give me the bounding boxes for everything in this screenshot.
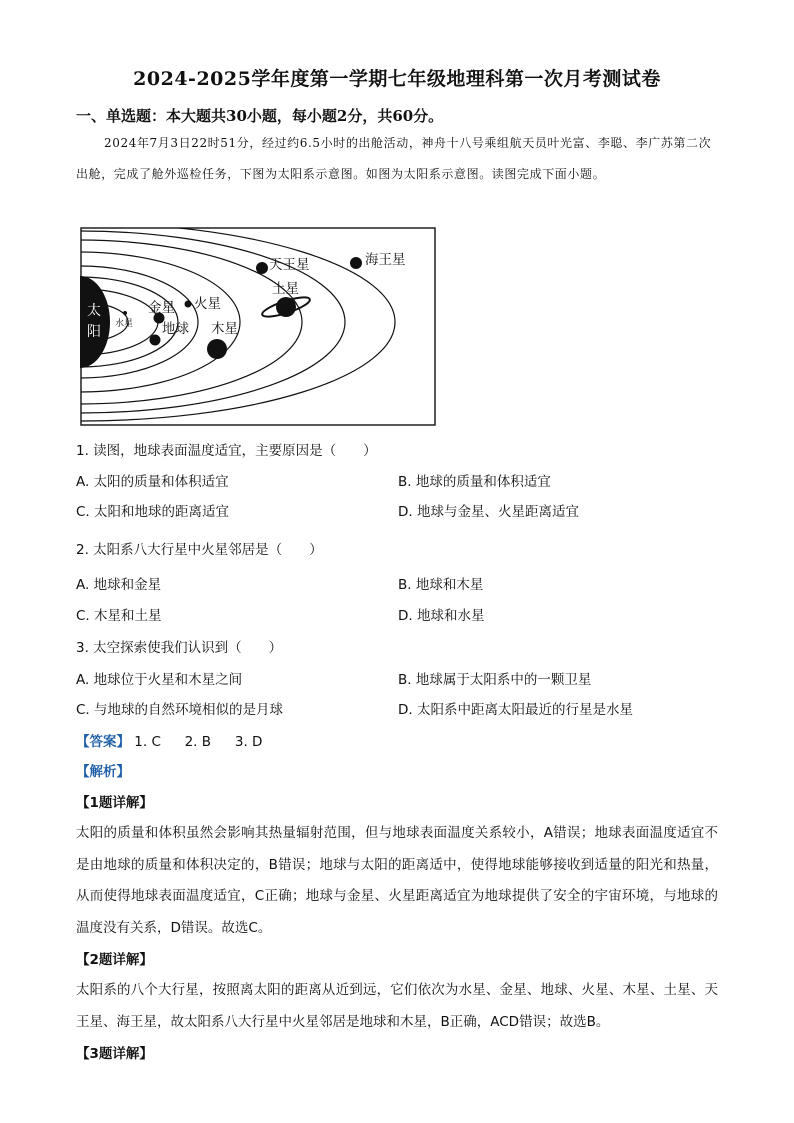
detail-heading: 【2题详解】 — [76, 952, 153, 968]
option-c: C. 与地球的自然环境相似的是月球 — [76, 702, 284, 718]
mars-dot — [185, 301, 192, 308]
sun-label: 阳 — [87, 324, 101, 340]
saturn-label: 土星 — [272, 281, 299, 297]
option-c: C. 太阳和地球的距离适宜 — [76, 504, 230, 520]
uranus-dot — [256, 262, 268, 274]
question-stem: 3. 太空探索使我们认识到（ ） — [76, 640, 283, 656]
jupiter-label: 木星 — [211, 321, 238, 337]
option-d: D. 太阳系中距离太阳最近的行星是水星 — [398, 702, 633, 718]
option-b: B. 地球属于太阳系中的一颗卫星 — [398, 672, 592, 688]
answer-item: 3. D — [234, 734, 263, 750]
section-heading: 一、单选题：本大题共30小题，每小题2分，共60分。 — [76, 107, 444, 125]
detail-text: 太阳的质量和体积虽然会影响其热量辐射范围，但与地球表面温度关系较小，A错误；地球表面温度适宜不是由地球的质量和体积决定的，B错误；地球与太阳的距离适中，使得地球能够接收到适量的阳光和热量，从而使得地球表面温度适宜，C正确；地球与金星、火星距离适宜为地球提供了安全的宇宙环境，与地球的温度没有关系，D错误。故选C。 — [76, 825, 718, 936]
page-title: 2024-2025学年度第一学期七年级地理科第一次月考测试卷 — [133, 68, 661, 90]
solar-system-figure — [80, 227, 438, 428]
neptune-dot — [350, 257, 362, 269]
earth-dot — [150, 335, 161, 346]
answer-item: 2. B — [184, 734, 212, 750]
answer-line — [76, 730, 262, 750]
mercury-dot — [123, 311, 127, 315]
detail-text: 太阳系的八个大行星，按照离太阳的距离从近到远，它们依次为水星、金星、地球、火星、木星、土星、天王星、海王星，故太阳系八大行星中火星邻居是地球和木星，B正确，ACD错误；故选B。 — [76, 982, 718, 1030]
answer-tag: 【答案】 — [76, 734, 130, 750]
option-a: A. 地球和金星 — [76, 577, 162, 593]
venus-label: 金星 — [148, 300, 175, 316]
option-b: B. 地球和木星 — [398, 577, 484, 593]
option-d: D. 地球和水星 — [398, 608, 485, 624]
uranus-label: 天王星 — [269, 257, 310, 273]
option-a: A. 地球位于火星和木星之间 — [76, 672, 243, 688]
mercury-label: 水星 — [115, 319, 134, 329]
jupiter-dot — [207, 339, 227, 359]
sun — [80, 276, 110, 368]
sun-label: 太 — [87, 303, 101, 319]
option-a: A. 太阳的质量和体积适宜 — [76, 474, 229, 490]
question-stem: 2. 太阳系八大行星中火星邻居是（ ） — [76, 542, 323, 558]
analysis-tag: 【解析】 — [76, 764, 130, 780]
mars-label: 火星 — [194, 296, 221, 312]
question-stem: 1. 读图，地球表面温度适宜，主要原因是（ ） — [76, 443, 377, 459]
detail-heading: 【3题详解】 — [76, 1046, 153, 1062]
option-c: C. 木星和土星 — [76, 608, 162, 624]
neptune-label: 海王星 — [365, 252, 406, 268]
detail-heading: 【1题详解】 — [76, 795, 153, 811]
intro-paragraph: 2024年7月3日22时51分，经过约6.5小时的出舱活动，神舟十八号乘组航天员叶光富、李聪、李广苏第二次出舱，完成了舱外巡检任务，下图为太阳系示意图。如图为太阳系示意图。读图完成下面小题。 — [76, 136, 712, 181]
earth-label: 地球 — [162, 321, 189, 337]
option-b: B. 地球的质量和体积适宜 — [398, 474, 551, 490]
option-d: D. 地球与金星、火星距离适宜 — [398, 504, 579, 520]
saturn-dot — [276, 297, 296, 317]
answer-item: 1. C — [134, 734, 161, 750]
